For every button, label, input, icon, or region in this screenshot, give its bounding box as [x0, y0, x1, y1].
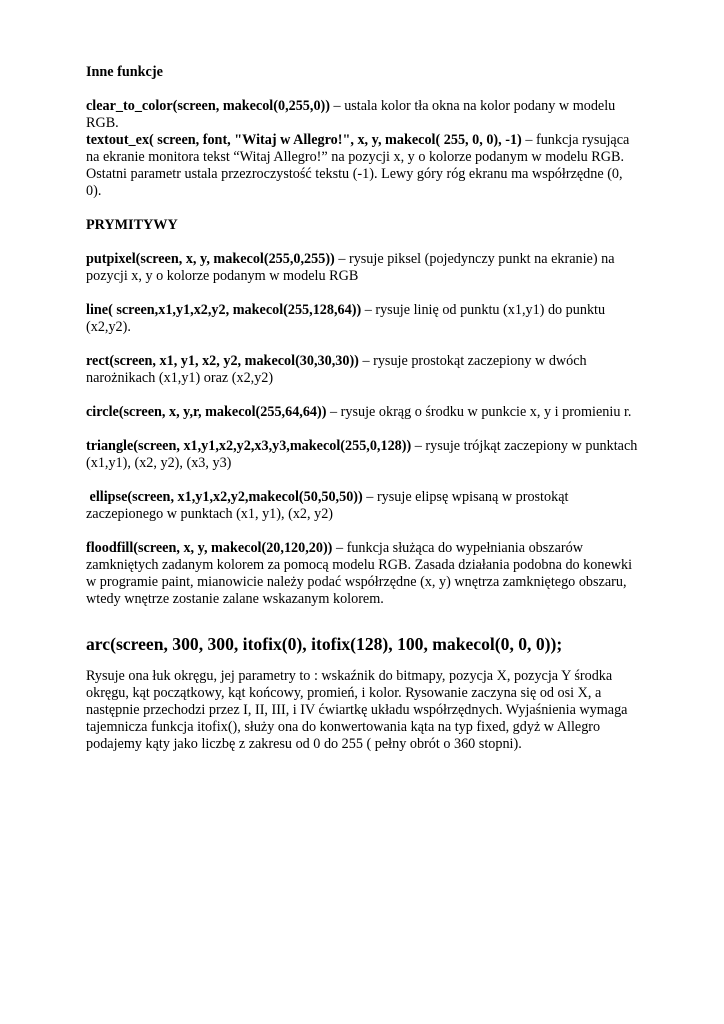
arc-description: Rysuje ona łuk okręgu, jej parametry to : wskaźnik do bitmapy, pozycja X, pozycja Y środka okręgu, kąt początkowy, kąt końcowy, promień, i kolor. Rysowanie zaczyna się od osi X, a następnie przechodzi przez I, II, III, i IV ćwiartkę układu współrzędnych. Wyjaśnienia wymaga tajemnicza funkcja itofix(), służy ona do konwertowania kąta na typ fixed, gdyż w Allegro podajemy kąty jako liczbę z zakresu od 0 do 255 ( pełny obrót o 360 stopni).: [86, 668, 628, 752]
spacer: [86, 608, 638, 634]
section-heading-arc: arc(screen, 300, 300, itofix(0), itofix(128), 100, makecol(0, 0, 0));: [86, 634, 563, 654]
entry-description: – rysuje trójkąt zaczepiony w punktach (x1,y1), (x2, y2), (x3, y3): [86, 438, 638, 471]
entry-code: triangle(screen, x1,y1,x2,y2,x3,y3,makecol(255,0,128)): [86, 438, 412, 454]
entry-code: circle(screen, x, y,r, makecol(255,64,64)): [86, 404, 327, 420]
entry-floodfill: [86, 540, 638, 608]
entry-code: ellipse(screen, x1,y1,x2,y2,makecol(50,50,50)): [86, 489, 363, 505]
spacer: [86, 200, 638, 217]
entry-description: – funkcja służąca do wypełniania obszarów zamkniętych zadanym kolorem za pomocą modelu RGB. Zasada działania podobna do konewki w programie paint, mianowicie należy podać współrzędne (x, y) wnętrza zamkniętego obszaru, wtedy wnętrze zostanie zalane wskazanym kolorem.: [86, 540, 633, 607]
spacer: [86, 387, 638, 404]
document-page: [86, 64, 638, 753]
spacer: [86, 654, 638, 668]
spacer: [86, 472, 638, 489]
entry-rect: [86, 353, 638, 387]
entry-code: clear_to_color(screen, makecol(0,255,0)): [86, 98, 330, 114]
spacer: [86, 421, 638, 438]
entry-code: textout_ex( screen, font, "Witaj w Allegro!", x, y, makecol( 255, 0, 0), -1): [86, 132, 522, 148]
section-heading-inne-funkcje: Inne funkcje: [86, 64, 163, 80]
spacer: [86, 234, 638, 251]
entry-triangle: [86, 438, 638, 472]
spacer: [86, 336, 638, 353]
spacer: [86, 523, 638, 540]
entry-code: floodfill(screen, x, y, makecol(20,120,20)): [86, 540, 333, 556]
entry-textout-ex: [86, 132, 638, 200]
entry-circle: [86, 404, 638, 421]
spacer: [86, 81, 638, 98]
entry-description: – rysuje elipsę wpisaną w prostokąt zaczepionego w punktach (x1, y1), (x2, y2): [86, 489, 572, 522]
entry-code: rect(screen, x1, y1, x2, y2, makecol(30,30,30)): [86, 353, 359, 369]
entry-code: line( screen,x1,y1,x2,y2, makecol(255,128,64)): [86, 302, 362, 318]
entry-description: – funkcja rysująca na ekranie monitora tekst “Witaj Allegro!” na pozycji x, y o kolorze podanym w modelu RGB. Ostatni parametr ustala przezroczystość tekstu (-1). Lewy góry róg ekranu ma współrzędne (0, 0).: [86, 132, 630, 199]
entry-ellipse: [86, 489, 638, 523]
entry-clear-to-color: [86, 98, 638, 132]
entry-line: [86, 302, 638, 336]
entry-putpixel: [86, 251, 638, 285]
spacer: [86, 285, 638, 302]
entry-description: – rysuje prostokąt zaczepiony w dwóch narożnikach (x1,y1) oraz (x2,y2): [86, 353, 587, 386]
entry-description: – ustala kolor tła okna na kolor podany w modelu RGB.: [86, 98, 616, 131]
section-heading-prymitywy: PRYMITYWY: [86, 217, 178, 233]
entry-description: – rysuje piksel (pojedynczy punkt na ekranie) na pozycji x, y o kolorze podanym w modelu RGB: [86, 251, 615, 284]
entry-description: – rysuje okrąg o środku w punkcie x, y i promieniu r.: [326, 404, 632, 420]
entry-description: – rysuje linię od punktu (x1,y1) do punktu (x2,y2).: [86, 302, 606, 335]
entry-code: putpixel(screen, x, y, makecol(255,0,255)): [86, 251, 335, 267]
